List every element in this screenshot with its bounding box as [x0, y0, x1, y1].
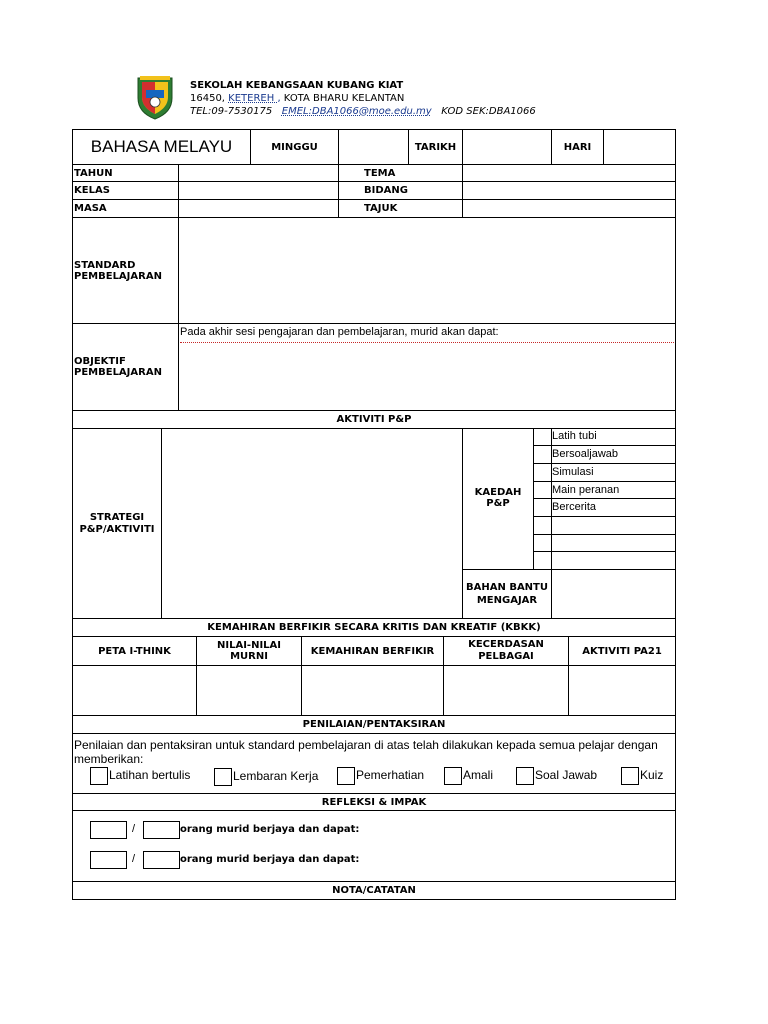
refleksi-text: orang murid berjaya dan dapat:: [180, 854, 360, 865]
penilaian-checkbox-kuiz[interactable]: [621, 767, 639, 785]
penilaian-option: Latihan bertulis: [109, 768, 191, 782]
penilaian-checkbox-soal-jawab[interactable]: [516, 767, 534, 785]
bahan-bantu-label: BAHAN BANTU MENGAJAR: [466, 582, 548, 606]
subject-title: BAHASA MELAYU: [90, 137, 233, 156]
kaedah-label: KAEDAH P&P: [474, 487, 522, 509]
kaedah-check-3[interactable]: [534, 464, 551, 481]
penilaian-option: Amali: [463, 768, 494, 782]
strategi-label: STRATEGI P&P/AKTIVITI: [79, 512, 155, 535]
kbkk-field-kecerdasan[interactable]: [444, 666, 568, 715]
tarikh-field[interactable]: [463, 130, 551, 164]
hari-label: HARI: [563, 141, 592, 153]
kbkk-col-aktiviti-pa21: AKTIVITI PA21: [582, 645, 662, 657]
school-email-link[interactable]: EMEL:DBA1066@moe.edu.my: [281, 106, 432, 117]
penilaian-option: Kuiz: [640, 768, 664, 782]
penilaian-checkbox-amali[interactable]: [444, 767, 462, 785]
kelas-field[interactable]: [179, 182, 338, 199]
school-address: 16450, KETEREH , KOTA BHARU KELANTAN: [190, 93, 405, 104]
kaedah-check-4[interactable]: [534, 482, 551, 498]
penilaian-checkbox-pemerhatian[interactable]: [337, 767, 355, 785]
refleksi-count-input[interactable]: [90, 851, 127, 869]
nota-heading: NOTA/CATATAN: [332, 885, 416, 896]
standard-field[interactable]: [179, 218, 675, 323]
school-contact: [190, 105, 550, 118]
refleksi-heading: REFLEKSI & IMPAK: [321, 796, 427, 808]
town-link[interactable]: KETEREH ,: [228, 93, 281, 104]
masa-field[interactable]: [179, 200, 338, 217]
kbkk-col-kecerdasan: KECERDASAN PELBAGAI: [468, 639, 544, 662]
standard-label: STANDARD PEMBELAJARAN: [74, 260, 162, 282]
kaedah-item: Main peranan: [552, 484, 620, 496]
kbkk-field-nilai-murni[interactable]: [197, 666, 301, 715]
strategi-field[interactable]: [162, 429, 462, 618]
objektif-field[interactable]: [179, 345, 675, 409]
penilaian-checkbox-lembaran[interactable]: [214, 768, 232, 786]
penilaian-heading: PENILAIAN/PENTAKSIRAN: [302, 719, 446, 730]
bahan-bantu-field[interactable]: [552, 570, 675, 618]
kaedah-check-1[interactable]: [534, 429, 551, 445]
kbkk-field-peta-ithink[interactable]: [73, 666, 196, 715]
school-code: KOD SEK:DBA1066: [441, 106, 536, 117]
hari-field[interactable]: [604, 130, 675, 164]
school-tel: TEL:09-7530175: [190, 106, 273, 117]
tema-label: TEMA: [364, 167, 396, 179]
bidang-field[interactable]: [463, 182, 675, 199]
kaedah-item: Latih tubi: [552, 430, 597, 442]
refleksi-total-input[interactable]: [143, 821, 180, 839]
penilaian-option: Soal Jawab: [535, 768, 598, 782]
refleksi-slash: /: [132, 853, 136, 865]
kaedah-check-5[interactable]: [534, 499, 551, 516]
masa-label: MASA: [74, 203, 107, 214]
refleksi-total-input[interactable]: [143, 851, 180, 869]
school-name: SEKOLAH KEBANGSAAN KUBANG KIAT: [190, 80, 404, 91]
school-crest-logo: [136, 76, 174, 120]
refleksi-text: orang murid berjaya dan dapat:: [180, 824, 360, 835]
kaedah-item: Simulasi: [552, 466, 594, 478]
kbkk-field-kemahiran[interactable]: [302, 666, 443, 715]
kbkk-col-kemahiran: KEMAHIRAN BERFIKIR: [310, 645, 435, 657]
kbkk-col-peta-ithink: PETA I-THINK: [98, 645, 171, 657]
penilaian-checkbox-latihan[interactable]: [90, 767, 108, 785]
kbkk-heading: KEMAHIRAN BERFIKIR SECARA KRITIS DAN KREATIF (KBKK): [207, 622, 541, 633]
kaedah-item: Bercerita: [552, 501, 597, 513]
kaedah-check-2[interactable]: [534, 446, 551, 463]
kbkk-col-nilai-murni: NILAI-NILAI MURNI: [217, 640, 281, 662]
objektif-underline: [180, 342, 674, 343]
minggu-field[interactable]: [339, 130, 408, 164]
kbkk-field-aktiviti-pa21[interactable]: [569, 666, 675, 715]
kaedah-item: Bersoaljawab: [552, 448, 619, 460]
penilaian-text: Penilaian dan pentaksiran untuk standard pembelajaran di atas telah dilakukan kepada semua pelajar dengan memberikan:: [74, 738, 658, 766]
aktiviti-heading: AKTIVITI P&P: [336, 414, 412, 425]
tahun-field[interactable]: [179, 165, 338, 181]
penilaian-option: Lembaran Kerja: [233, 769, 319, 783]
objektif-label: OBJEKTIF PEMBELAJARAN: [74, 356, 162, 378]
tema-field[interactable]: [463, 165, 675, 181]
school-letterhead: [190, 79, 550, 118]
refleksi-count-input[interactable]: [90, 821, 127, 839]
penilaian-option: Pemerhatian: [356, 768, 425, 782]
minggu-label: MINGGU: [271, 141, 318, 153]
tarikh-label: TARIKH: [414, 141, 457, 153]
tajuk-label: TAJUK: [364, 203, 398, 214]
kelas-label: KELAS: [74, 185, 110, 196]
tahun-label: TAHUN: [74, 167, 113, 179]
tajuk-field[interactable]: [463, 200, 675, 217]
refleksi-slash: /: [132, 823, 136, 835]
objektif-intro: Pada akhir sesi pengajaran dan pembelajaran, murid akan dapat:: [180, 326, 499, 338]
bidang-label: BIDANG: [364, 185, 408, 196]
